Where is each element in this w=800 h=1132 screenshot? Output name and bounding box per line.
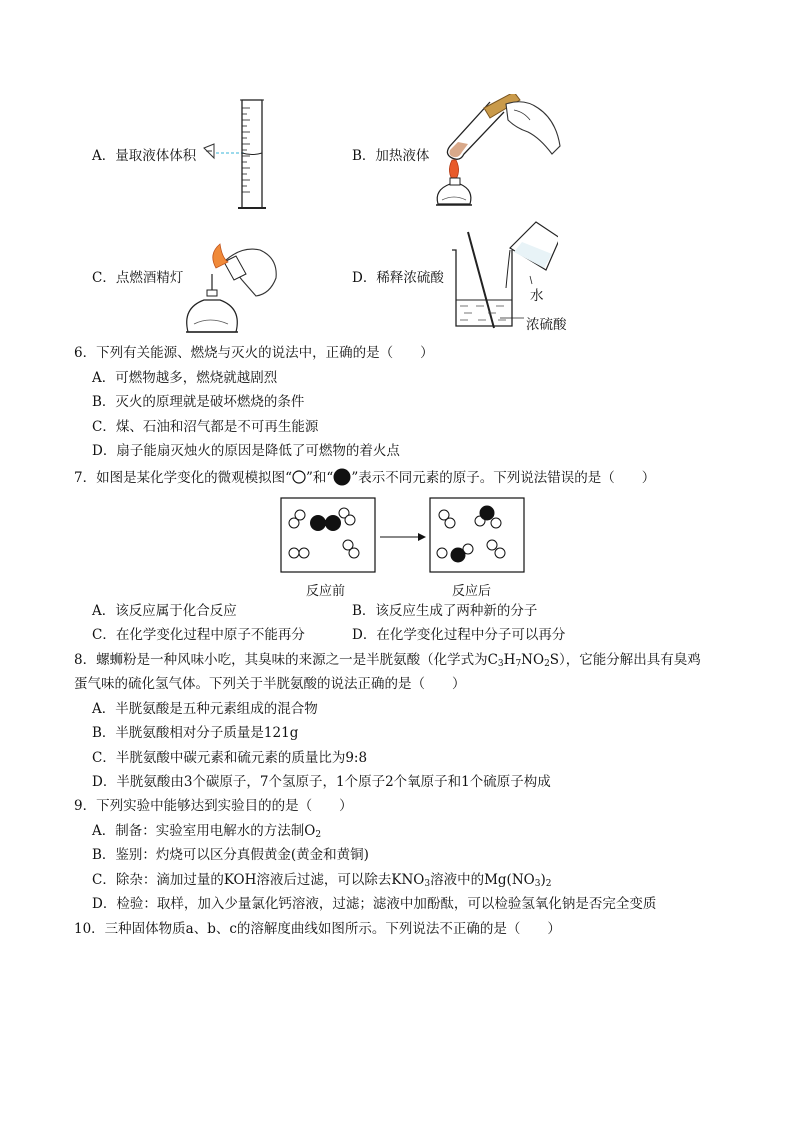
heating-liquid-illustration (428, 94, 563, 214)
q6-option-a: A．可燃物越多，燃烧就越剧烈 (92, 370, 278, 386)
lighting-alcohol-lamp-illustration (180, 240, 280, 336)
q9-option-a-text: A．制备：实验室用电解水的方法制O (92, 823, 316, 839)
q8-option-a: A．半胱氨酸是五种元素组成的混合物 (92, 701, 318, 717)
q7-option-a: A．该反应属于化合反应 (92, 603, 237, 619)
caption-after-reaction: 反应后 (452, 584, 492, 599)
q9-option-a (92, 822, 321, 840)
q9-option-c-text: C．除杂：滴加过量的KOH溶液后过滤，可以除去KNO (92, 872, 425, 888)
q5-option-c: C．点燃酒精灯 (92, 270, 184, 286)
black-atom-icon (333, 468, 351, 486)
q9-option-c (92, 871, 551, 889)
q5-option-b: B．加热液体 (352, 148, 430, 164)
q10-stem: 10．三种固体物质a、b、c的溶解度曲线如图所示。下列说法不正确的是（ ） (74, 921, 561, 937)
formula-subscript: 7 (515, 659, 522, 669)
q7-option-c: C．在化学变化过程中原子不能再分 (92, 627, 305, 643)
q8-stem-text-tail: S），它能分解出具有臭鸡 (549, 652, 701, 668)
q9-option-c-text: ) (540, 872, 546, 888)
formula-subscript: 2 (545, 879, 552, 889)
q7-option-b: B．该反应生成了两种新的分子 (352, 603, 538, 619)
q9-option-b: B．鉴别：灼烧可以区分真假黄金(黄金和黄铜) (92, 847, 369, 863)
formula-element: H (503, 652, 516, 668)
q8-option-b: B．半胱氨酸相对分子质量是121g (92, 725, 299, 741)
formula-subscript: 3 (534, 879, 541, 889)
formula-subscript: 2 (315, 830, 322, 840)
q9-option-c-text: 溶液中的Mg(NO (430, 872, 535, 888)
formula-subscript: 3 (497, 659, 504, 669)
q8-stem-line1 (74, 651, 701, 669)
caption-before-reaction: 反应前 (306, 584, 346, 599)
white-atom-icon (292, 470, 306, 484)
q6-option-b: B．灭火的原理就是破坏燃烧的条件 (92, 394, 305, 410)
q7-stem-part-a: 7．如图是某化学变化的微观模拟图“ (74, 470, 292, 486)
q6-option-d: D．扇子能扇灭烛火的原因是降低了可燃物的着火点 (92, 443, 400, 459)
q7-stem (74, 468, 655, 487)
formula-subscript: 2 (544, 659, 550, 669)
reaction-micro-diagram (280, 497, 530, 577)
q5-option-a: A．量取液体体积 (92, 148, 197, 164)
q8-stem-text: 8．螺蛳粉是一种风味小吃，其臭味的来源之一是半胱氨酸（化学式为C (74, 652, 498, 668)
q7-stem-part-b: ”和“ (306, 470, 334, 486)
q8-stem-line2: 蛋气味的硫化氢气体。下列关于半胱氨酸的说法正确的是（ ） (74, 676, 466, 692)
q8-option-d: D．半胱氨酸由3个碳原子，7个氢原子，1个原子2个氧原子和1个硫原子构成 (92, 774, 551, 790)
formula-element: NO (521, 652, 545, 668)
q6-stem: 6．下列有关能源、燃烧与灭火的说法中，正确的是（ ） (74, 345, 434, 361)
q7-option-d: D．在化学变化过程中分子可以再分 (352, 627, 566, 643)
label-water: 水 (530, 288, 544, 304)
q9-option-d: D．检验：取样，加入少量氯化钙溶液，过滤；滤液中加酚酞，可以检验氢氧化钠是否完全变质 (92, 896, 657, 912)
graduated-cylinder-illustration (198, 96, 268, 214)
formula-subscript: 3 (424, 879, 431, 889)
q7-stem-part-c: ”表示不同元素的原子。下列说法错误的是（ ） (351, 470, 656, 486)
label-concentrated-acid: 浓硫酸 (526, 317, 567, 333)
q6-option-c: C．煤、石油和沼气都是不可再生能源 (92, 419, 319, 435)
q8-option-c: C．半胱氨酸中碳元素和硫元素的质量比为9:8 (92, 750, 368, 766)
q5-option-d: D．稀释浓硫酸 (352, 270, 444, 286)
q9-stem: 9．下列实验中能够达到实验目的的是（ ） (74, 798, 353, 814)
